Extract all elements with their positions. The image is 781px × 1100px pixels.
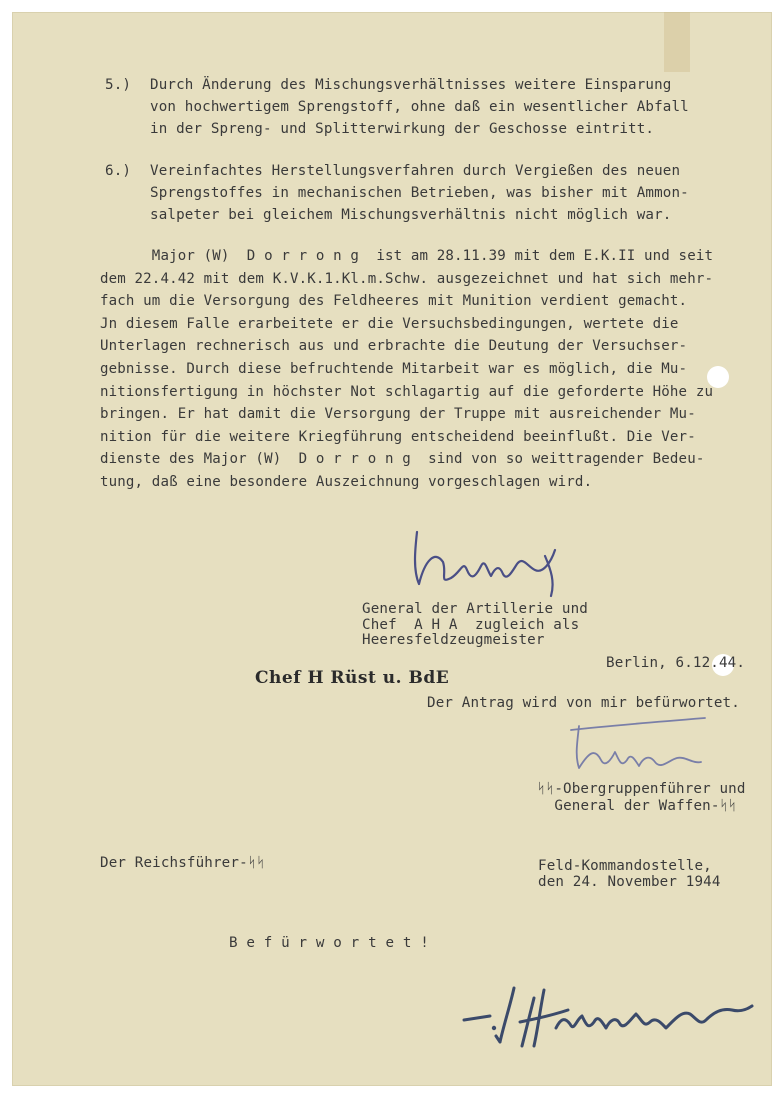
signature-juettner	[565, 716, 735, 776]
paper-fold	[664, 12, 690, 72]
text-line: nition für die weitere Kriegführung entscheidend beeinflußt. Die Ver-	[100, 428, 696, 445]
item-5-text	[150, 74, 689, 140]
title-line: General der Artillerie und	[362, 601, 588, 617]
text-line: fach um die Versorgung des Feldheeres mit Munition verdient gemacht.	[100, 293, 688, 310]
field-post-block	[538, 858, 721, 890]
title-line: General der Waffen-ᛋᛋ	[537, 798, 737, 814]
text-line: in der Spreng- und Splitterwirkung der Geschosse eintritt.	[150, 121, 655, 137]
text-line: dem 22.4.42 mit dem K.V.K.1.Kl.m.Schw. ausgezeichnet und hat sich mehr-	[100, 270, 714, 287]
text-line: von hochwertigem Sprengstoff, ohne daß ein wesentlicher Abfall	[150, 99, 689, 115]
text-line: tung, daß eine besondere Auszeichnung vorgeschlagen wird.	[100, 473, 593, 490]
text-line: Unterlagen rechnerisch aus und erbrachte die Deutung der Versuchser-	[100, 338, 688, 355]
title-line: Heeresfeldzeugmeister	[362, 632, 545, 648]
item-number-5: 5.)	[105, 77, 132, 93]
date-line: den 24. November 1944	[538, 874, 721, 890]
endorsement-text: Der Antrag wird von mir befürwortet.	[427, 695, 740, 711]
text-line: Major (W) D o r r o n g ist am 28.11.39 mit dem E.K.II und seit	[100, 248, 714, 264]
text-line: gebnisse. Durch diese befruchtende Mitarbeit war es möglich, die Mu-	[100, 360, 688, 377]
item-number-6: 6.)	[105, 163, 132, 179]
text-line: Jn diesem Falle erarbeitete er die Versuchsbedingungen, wertete die	[100, 315, 679, 332]
body-paragraph	[100, 245, 713, 494]
signature-himmler	[460, 980, 760, 1060]
text-line: Durch Änderung des Mischungsverhältnisses weitere Einsparung	[150, 77, 672, 93]
item-6-text	[150, 160, 689, 226]
signature-block-general	[362, 602, 588, 649]
text-line: Sprengstoffes in mechanischen Betrieben, was bisher mit Ammon-	[150, 185, 689, 201]
text-line: nitionsfertigung in höchster Not schlagartig auf die geforderte Höhe zu	[100, 383, 714, 400]
place-line: Feld-Kommandostelle,	[538, 858, 712, 874]
reichsfuehrer-heading: Der Reichsführer-ᛋᛋ	[100, 855, 266, 871]
befuerwortet-stamp: B e f ü r w o r t e t !	[229, 935, 429, 951]
signature-fromm	[405, 520, 580, 600]
title-line: ᛋᛋ-Obergruppenführer und	[537, 781, 746, 797]
berlin-date: Berlin, 6.12.44.	[606, 655, 746, 671]
text-line: salpeter bei gleichem Mischungsverhältnis nicht möglich war.	[150, 207, 672, 223]
text-line: dienste des Major (W) D o r r o n g sind von so weittragender Bedeu-	[100, 451, 705, 468]
text-line: bringen. Er hat damit die Versorgung der Truppe mit ausreichender Mu-	[100, 406, 696, 423]
title-line: Chef A H A zugleich als	[362, 616, 580, 633]
chef-title: Chef H Rüst u. BdE	[255, 668, 450, 688]
text-line: Vereinfachtes Herstellungsverfahren durch Vergießen des neuen	[150, 163, 681, 179]
signature-block-ss	[537, 781, 746, 815]
